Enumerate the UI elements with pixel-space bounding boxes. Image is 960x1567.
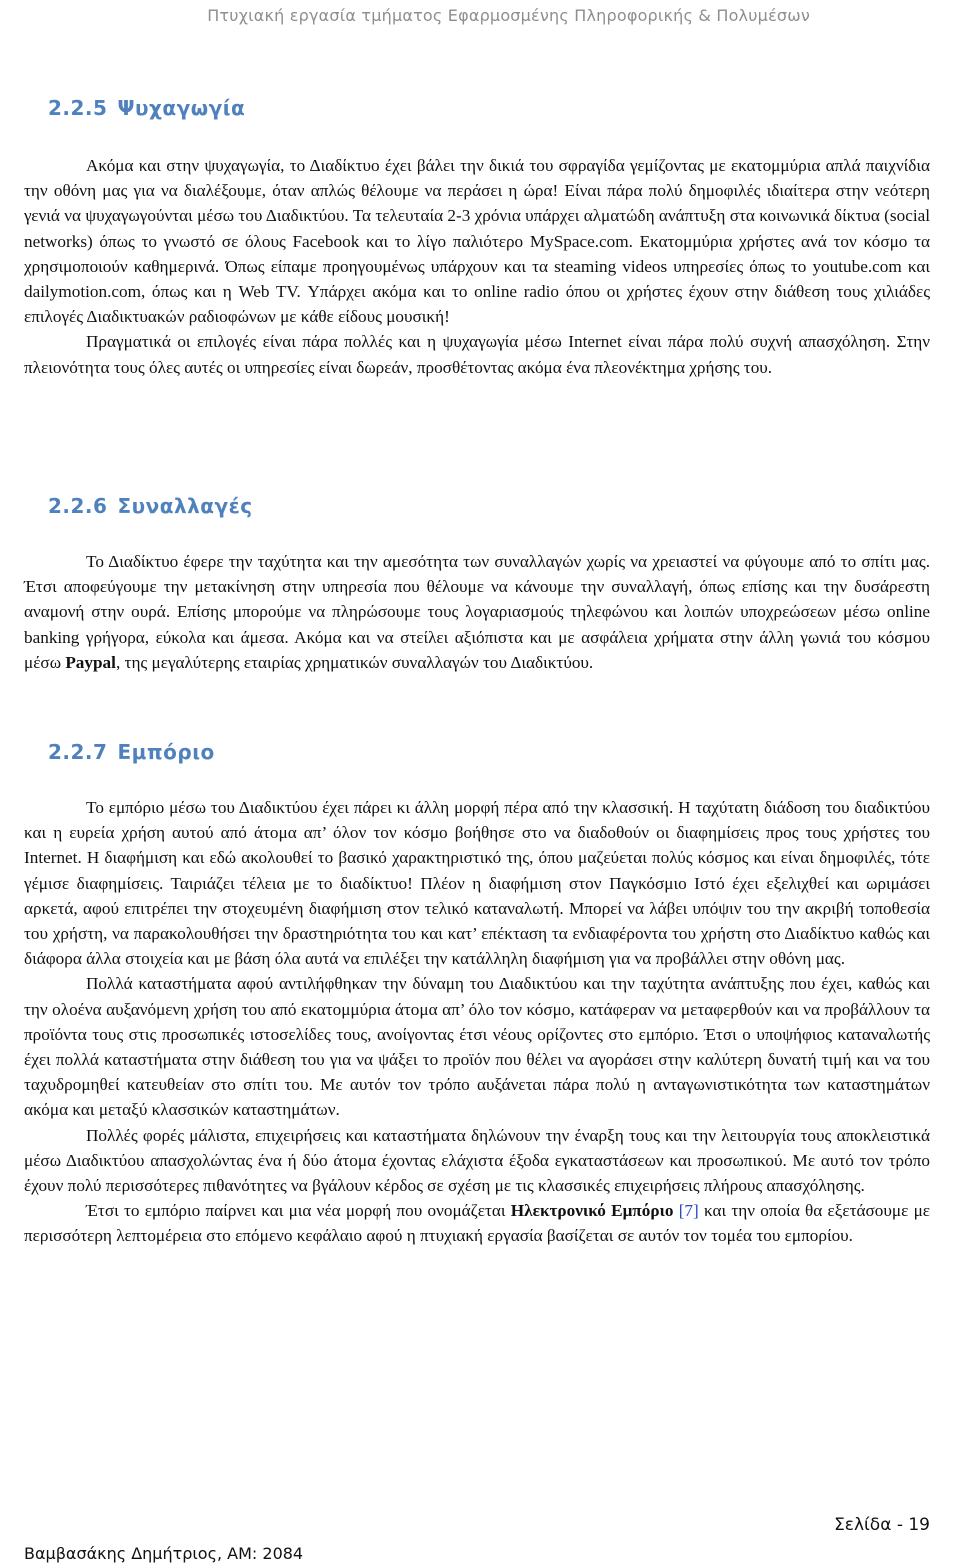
section-number: 2.2.7 [48, 740, 108, 764]
section-number: 2.2.6 [48, 494, 108, 518]
section-heading [48, 96, 930, 120]
section-title: Ψυχαγωγία [117, 96, 246, 120]
section-title: Συναλλαγές [117, 494, 253, 518]
paragraph: Πραγματικά οι επιλογές είναι πάρα πολλές και η ψυχαγωγία μέσω Internet είναι πάρα πολύ συχνή απασχόληση. Στην πλειονότητα τους όλες αυτές οι υπηρεσίες είναι δωρεάν, προσθέτοντας ακόμα ένα πλεονέκτημα χρήσης του. [24, 332, 930, 377]
section-heading [48, 740, 930, 764]
paragraph [24, 549, 930, 675]
text-run: και την οποία θα εξετάσουμε με περισσότερη λεπτομέρεια στο επόμενο κεφάλαιο αφού η πτυχιακή εργασία βασίζεται σε αυτόν τον τομέα του εμπορίου. [24, 1201, 931, 1246]
paragraph: Ακόμα και στην ψυχαγωγία, το Διαδίκτυο έχει βάλει την δικιά του σφραγίδα γεμίζοντας με εκατομμύρια απλά παιχνίδια την οθόνη μας για να διαλέξουμε, όταν απλώς θέλουμε να περάσει η ώρα! Είναι πάρα πολύ δημοφιλές ιδιαίτερα στην νεότερη γενιά να ψυχαγωγούνται μέσω του Διαδικτύου. Τα τελευταία 2-3 χρόνια υπάρχει αλματώδη ανάπτυξη στα κοινωνικά δίκτυα (social networks) όπως το γνωστό σε όλους Facebook και το λίγο παλιότερο MySpace.com. Εκατομμύρια χρήστες ανά τον κόσμο τα χρησιμοποιούν καθημερινά. Όπως είπαμε προηγουμένως υπάρχουν και τα steaming videos υπηρεσίες όπως το youtube.com και dailymotion.com, όπως και η Web TV. Υπάρχει ακόμα και το online radio όπου οι χρήστες έχουν στην διάθεση τους χιλιάδες επιλογές Διαδικτυακών ραδιοφώνων με κάθε είδους μουσική! [24, 156, 930, 327]
page-number: Σελίδα - 19 [834, 1515, 930, 1535]
text-run: Έτσι το εμπόριο παίρνει και μια νέα μορφή που ονομάζεται [86, 1201, 511, 1221]
section-entertainment [24, 96, 930, 380]
section-transactions [24, 494, 930, 675]
paragraph: Πολλές φορές μάλιστα, επιχειρήσεις και καταστήματα δηλώνουν την έναρξη τους και την λειτουργία τους αποκλειστικά μέσω Διαδικτύου απασχολώντας ένα ή δύο άτομα έχοντας ελάχιστα έξοδα εγκαταστάσεων και προσωπικού. Με αυτό τον τρόπο έχουν πολύ περισσότερες πιθανότητες να βγάλουν κέρδος σε σχέση με τις κλασσικές επιχειρήσεις πλήρους απασχόλησης. [24, 1125, 930, 1196]
bold-term: Ηλεκτρονικό Εμπόριο [510, 1201, 674, 1221]
text-run: , της μεγαλύτερης εταιρίας χρηματικών συναλλαγών του Διαδικτύου. [115, 652, 594, 672]
citation-link[interactable]: [7] [678, 1201, 699, 1221]
footer-author: Βαμβασάκης Δημήτριος, ΑΜ: 2084 [24, 1544, 304, 1563]
running-header: Πτυχιακή εργασία τμήματος Εφαρμοσμένης Πληροφορικής & Πολυμέσων [207, 6, 810, 25]
paragraph [24, 1198, 930, 1248]
section-title: Εμπόριο [117, 740, 215, 764]
paragraph: Πολλά καταστήματα αφού αντιλήφθηκαν την δύναμη του Διαδικτύου και την ταχύτητα ανάπτυξης που έχει, καθώς και την ολοένα αυξανόμενη χρήση του από εκατομμύρια άτομα απ’ όλο τον κόσμο, κατάφεραν να μεταφερθούν και να προβάλλουν τα προϊόντα τους στις προσωπικές ιστοσελίδες τους, ανοίγοντας έτσι νέους ορίζοντες στο εμπόριο. Έτσι ο υποψήφιος καταναλωτής έχει πολλά καταστήματα στην διάθεση του για να ψάξει το προϊόν που θέλει να αγοράσει στην καλύτερη δυνατή τιμή και να του ταχυδρομηθεί κατευθείαν στο σπίτι του. Με αυτόν τον τρόπο αυξάνεται πάρα πολύ η ανταγωνιστικότητα των καταστημάτων ακόμα και μεταξύ κλασσικών καταστημάτων. [24, 974, 930, 1120]
section-number: 2.2.5 [48, 96, 108, 120]
bold-term: Paypal [65, 652, 116, 672]
text-run: Το Διαδίκτυο έφερε την ταχύτητα και την αμεσότητα των συναλλαγών χωρίς να χρειαστεί να φύγουμε από το σπίτι μας. Έτσι αποφεύγουμε την μετακίνηση στην υπηρεσία που θέλουμε να κάνουμε την συναλλαγή, όπως επίσης και την δυσάρεστη αναμονή στην ουρά. Επίσης μπορούμε να πληρώσουμε τους λογαριασμούς τηλεφώνου και λοιπών υποχρεώσεων μέσω online banking γρήγορα, εύκολα και άμεσα. Ακόμα και να στείλει αξιόπιστα και με ασφάλεια χρήματα στην άλλη γωνιά του κόσμου μέσω [24, 552, 930, 672]
section-commerce [24, 740, 930, 1249]
section-heading [48, 494, 930, 518]
paragraph: Το εμπόριο μέσω του Διαδικτύου έχει πάρει κι άλλη μορφή πέρα από την κλασσική. Η ταχύτατη διάδοση του διαδικτύου και η ευρεία χρήση αυτού από άτομα απ’ όλον τον κόσμο βοήθησε στο να διαδοθούν οι διαφημίσεις προς τους χρήστες του Internet. Η διαφήμιση και εδώ ακολουθεί το βασικό χαρακτηριστικό της, όπου μαζεύεται πολύς κόσμος και είναι δημοφιλές, τότε γέμισε διαφημίσεις. Ταιριάζει τέλεια με το διαδίκτυο! Πλέον η διαφήμιση στον Παγκόσμιο Ιστό έχει εξελιχθεί και ωριμάσει αρκετά, αφού επιτρέπει την στοχευμένη διαφήμιση στον τελικό καταναλωτή. Μπορεί να λάβει υπόψιν του την ακριβή τοποθεσία του χρήστη, να παρακολουθήσει την δραστηριότητα του και κατ’ επέκταση τα ενδιαφέροντα του χρήστη στο Διαδίκτυο καθώς και διάφορα άλλα στοιχεία και με βάση όλα αυτά να επιλέξει την κατάλληλη διαφήμιση για να προβάλλει στην οθόνη μας. [24, 798, 930, 969]
